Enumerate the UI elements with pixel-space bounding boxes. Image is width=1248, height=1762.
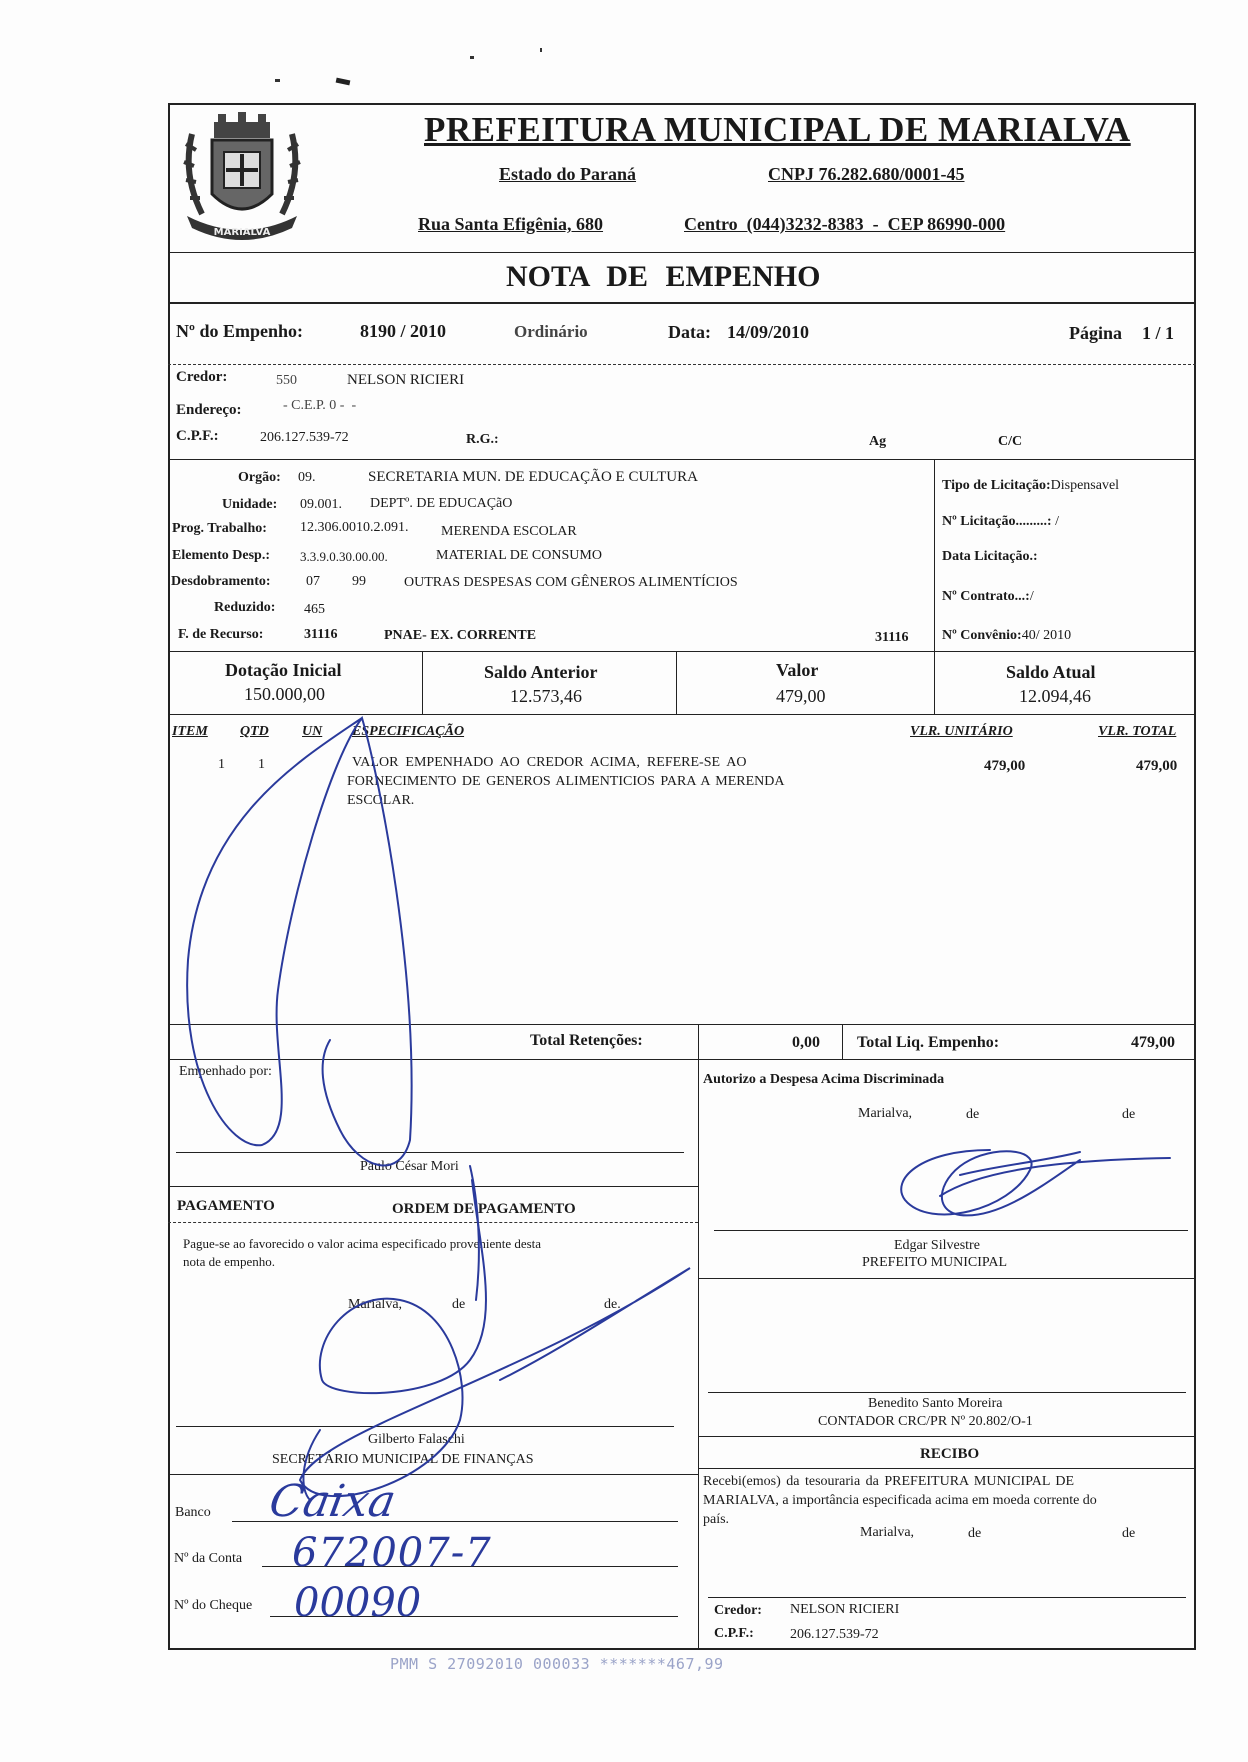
saldo-atual-value: 12.094,46 xyxy=(1019,686,1091,706)
signature-line xyxy=(708,1392,1186,1393)
credor-name: NELSON RICIERI xyxy=(347,372,465,388)
tipo-licitacao xyxy=(942,478,1119,494)
recibo-text-1: Recebi(emos) da tesouraria da PREFEITURA MUNICIPAL DE xyxy=(703,1474,1075,1489)
pagamento-text-1: Pague-se ao favorecido o valor acima especificado proveniente desta xyxy=(183,1236,542,1251)
contador-role: CONTADOR CRC/PR Nº 20.802/O-1 xyxy=(818,1414,1033,1429)
endereco-value: - C.E.P. 0 - - xyxy=(283,398,357,413)
divider xyxy=(934,651,935,714)
page-label: Página xyxy=(1069,323,1123,343)
item-spec-line-2: FORNECIMENTO DE GENEROS ALIMENTICIOS PARA A MERENDA xyxy=(347,774,785,789)
recibo-title: RECIBO xyxy=(920,1446,980,1462)
document-title: NOTA DE EMPENHO xyxy=(506,260,821,293)
autorizo-de-2: de xyxy=(1122,1107,1136,1122)
divider xyxy=(168,302,1196,304)
recibo-credor-value: NELSON RICIERI xyxy=(790,1602,900,1617)
endereco-label: Endereço: xyxy=(176,402,242,418)
contrato-value: / xyxy=(1029,589,1034,604)
recibo-de-1: de xyxy=(968,1526,982,1541)
item-spec-line-3: ESCOLAR. xyxy=(347,793,415,808)
convenio-value: 40/ 2010 xyxy=(1021,628,1072,643)
dotacao-value: 150.000,00 xyxy=(244,684,325,704)
contador-name: Benedito Santo Moreira xyxy=(868,1396,1003,1411)
desdobramento-label: Desdobramento: xyxy=(171,574,271,589)
unidade-label: Unidade: xyxy=(222,497,278,512)
tipo-licitacao-label: Tipo de Licitação: xyxy=(942,478,1051,493)
total-col-header: VLR. TOTAL xyxy=(1098,724,1177,739)
pagamento-de-2: de. xyxy=(604,1297,621,1312)
cheque-label: Nº do Cheque xyxy=(174,1598,253,1613)
retencoes-label: Total Retenções: xyxy=(530,1032,643,1049)
item-unit-value: 479,00 xyxy=(984,758,1026,774)
divider xyxy=(168,1024,1196,1025)
recibo-place: Marialva, xyxy=(860,1525,915,1540)
scan-mark xyxy=(470,56,474,59)
prog-name: MERENDA ESCOLAR xyxy=(441,524,577,539)
pagamento-place: Marialva, xyxy=(348,1297,403,1312)
municipal-seal xyxy=(172,104,312,250)
signature-line xyxy=(176,1152,684,1153)
signature-line xyxy=(176,1426,674,1427)
ordem-pagamento-label: ORDEM DE PAGAMENTO xyxy=(392,1201,576,1217)
elemento-label: Elemento Desp.: xyxy=(172,548,270,563)
desdobramento-a: 07 xyxy=(306,574,320,589)
recibo-cpf-value: 206.127.539-72 xyxy=(790,1627,879,1642)
empenhado-signer: Paulo César Mori xyxy=(360,1159,459,1174)
desdobramento-name: OUTRAS DESPESAS COM GÊNEROS ALIMENTÍCIOS xyxy=(404,575,738,590)
dotacao-label: Dotação Inicial xyxy=(225,660,342,680)
divider xyxy=(698,1468,1196,1469)
divider xyxy=(676,651,677,714)
empenho-number: 8190 / 2010 xyxy=(360,321,447,341)
state-name: Estado do Paraná xyxy=(499,164,637,184)
prog-label: Prog. Trabalho: xyxy=(172,521,267,536)
recurso-code-2: 31116 xyxy=(875,630,909,645)
retencoes-value: 0,00 xyxy=(792,1034,820,1051)
cc-label: C/C xyxy=(998,434,1023,449)
qtd-col-header: QTD xyxy=(240,724,269,739)
seal-text: MARIALVA xyxy=(213,227,271,238)
divider xyxy=(168,459,1196,460)
banco-label: Banco xyxy=(175,1505,211,1520)
recibo-cpf-label: C.P.F.: xyxy=(714,1626,754,1641)
convenio-label: Nº Convênio: xyxy=(942,628,1022,643)
orgao-label: Orgão: xyxy=(238,470,281,485)
item-qtd: 1 xyxy=(258,757,265,772)
bank-stamp: PMM S 27092010 000033 *******467,99 xyxy=(390,1655,724,1673)
divider xyxy=(168,714,1196,715)
convenio xyxy=(942,628,1071,644)
autorizo-de-1: de xyxy=(966,1107,980,1122)
unidade-name: DEPTº. DE EDUCAÇãO xyxy=(370,496,513,511)
credor-code: 550 xyxy=(276,373,297,388)
recibo-text-3: país. xyxy=(703,1512,730,1527)
item-col-header: ITEM xyxy=(172,724,208,739)
item-number: 1 xyxy=(218,757,225,772)
data-licitacao-label: Data Licitação.: xyxy=(942,549,1038,564)
valor-value: 479,00 xyxy=(776,686,826,706)
unit-col-header: VLR. UNITÁRIO xyxy=(910,724,1013,739)
conta-handwritten: 672007-7 xyxy=(292,1530,492,1576)
empenho-number-label: Nº do Empenho: xyxy=(176,321,303,341)
cpf-value: 206.127.539-72 xyxy=(260,430,349,445)
street-address: Rua Santa Efigênia, 680 xyxy=(418,214,604,234)
item-spec-line-1: VALOR EMPENHADO AO CREDOR ACIMA, REFERE-SE AO xyxy=(352,755,747,770)
contrato xyxy=(942,589,1034,605)
page-title: PREFEITURA MUNICIPAL DE MARIALVA xyxy=(424,110,1131,149)
numero-licitacao-value: / xyxy=(1055,514,1059,529)
saldo-atual-label: Saldo Atual xyxy=(1006,662,1096,682)
unidade-code: 09.001. xyxy=(300,497,342,512)
item-total-value: 479,00 xyxy=(1136,758,1178,774)
pagamento-de-1: de xyxy=(452,1297,466,1312)
divider xyxy=(168,252,1196,253)
tipo-licitacao-value: Dispensavel xyxy=(1050,478,1120,493)
recibo-credor-label: Credor: xyxy=(714,1603,762,1618)
orgao-code: 09. xyxy=(298,470,316,485)
divider xyxy=(698,1436,1196,1437)
recurso-code: 31116 xyxy=(304,627,338,642)
numero-licitacao xyxy=(942,514,1059,530)
empenho-date-label: Data: xyxy=(668,322,711,342)
cheque-handwritten: 00090 xyxy=(294,1580,422,1626)
empenhado-label: Empenhado por: xyxy=(179,1064,272,1079)
divider xyxy=(934,459,935,651)
ag-label: Ag xyxy=(869,434,887,449)
saldo-anterior-value: 12.573,46 xyxy=(510,686,582,706)
liq-value: 479,00 xyxy=(1131,1034,1175,1051)
cpf-label: C.P.F.: xyxy=(176,428,219,444)
elemento-name: MATERIAL DE CONSUMO xyxy=(436,548,602,563)
divider xyxy=(168,651,1196,652)
divider xyxy=(168,1059,1196,1060)
reduzido-label: Reduzido: xyxy=(214,600,276,615)
prog-code: 12.306.0010.2.091. xyxy=(300,520,409,535)
prefeito-role: PREFEITO MUNICIPAL xyxy=(862,1255,1008,1270)
prefeito-name: Edgar Silvestre xyxy=(894,1238,980,1253)
signature-line xyxy=(708,1597,1186,1598)
financas-signer-name: Gilberto Falaschi xyxy=(368,1432,465,1447)
empenho-date: 14/09/2010 xyxy=(727,322,810,342)
orgao-name: SECRETARIA MUN. DE EDUCAÇÃO E CULTURA xyxy=(368,469,698,485)
pagamento-text-2: nota de empenho. xyxy=(183,1254,276,1269)
divider xyxy=(698,1278,1196,1279)
recibo-text-2: MARIALVA, a importância especificada acima em moeda corrente do xyxy=(703,1493,1097,1508)
recurso-name: PNAE- EX. CORRENTE xyxy=(384,628,537,643)
saldo-anterior-label: Saldo Anterior xyxy=(484,662,598,682)
espec-col-header: ESPECIFICAÇÃO xyxy=(352,724,465,739)
divider xyxy=(422,651,423,714)
elemento-code: 3.3.9.0.30.00.00. xyxy=(300,549,388,564)
pagamento-label: PAGAMENTO xyxy=(177,1198,275,1214)
desdobramento-b: 99 xyxy=(352,574,366,589)
banco-handwritten: Caixa xyxy=(265,1476,400,1527)
divider xyxy=(698,1024,699,1059)
divider xyxy=(168,1186,698,1187)
divider xyxy=(168,364,1196,365)
scan-mark xyxy=(540,48,542,52)
autorizo-place: Marialva, xyxy=(858,1106,913,1121)
reduzido-value: 465 xyxy=(304,602,325,617)
recibo-de-2: de xyxy=(1122,1526,1136,1541)
contrato-label: Nº Contrato...: xyxy=(942,589,1030,604)
recurso-label: F. de Recurso: xyxy=(178,627,264,642)
scan-mark xyxy=(336,78,351,86)
divider xyxy=(168,1222,698,1223)
credor-label: Credor: xyxy=(176,369,228,385)
empenho-type: Ordinário xyxy=(514,322,588,341)
un-col-header: UN xyxy=(302,724,323,739)
valor-label: Valor xyxy=(776,660,819,680)
page-number: 1 / 1 xyxy=(1142,323,1175,343)
numero-licitacao-label: Nº Licitação.........: xyxy=(942,514,1052,529)
liq-label: Total Liq. Empenho: xyxy=(857,1034,1000,1051)
address-rest: Centro (044)3232-8383 - CEP 86990-000 xyxy=(684,214,1006,234)
scan-mark xyxy=(275,79,280,82)
divider xyxy=(698,1059,699,1649)
divider xyxy=(842,1024,843,1059)
signature-line xyxy=(714,1230,1188,1231)
cnpj: CNPJ 76.282.680/0001-45 xyxy=(768,164,965,184)
rg-label: R.G.: xyxy=(466,432,499,447)
autorizo-label: Autorizo a Despesa Acima Discriminada xyxy=(703,1072,945,1087)
divider xyxy=(168,1474,698,1475)
conta-label: Nº da Conta xyxy=(174,1551,243,1566)
financas-signer-role: SECRETÁRIO MUNICIPAL DE FINANÇAS xyxy=(272,1452,534,1467)
